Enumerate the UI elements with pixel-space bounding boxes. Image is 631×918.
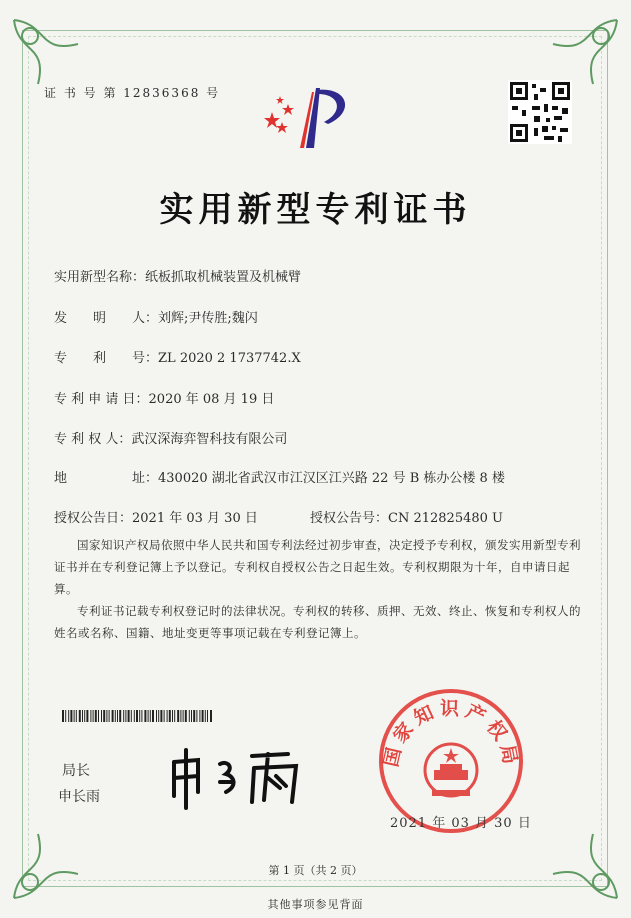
filing-date-value: 2020 年 08 月 19 日 [148,392,275,407]
utility-name-label: 实用新型名称： [54,270,146,285]
seal-date: 2021 年 03 月 30 日 [390,816,532,831]
legal-paragraph-2: 专利证书记载专利权登记时的法律状况。专利权的转移、质押、无效、终止、恢复和专利权人的姓名或名称、国籍、地址变更等事项记载在专利登记簿上。 [54,604,581,640]
director-signature [168,742,318,812]
address-row [54,467,505,486]
page-indicator: 第 1 页（共 2 页） [268,864,363,877]
address-label: 地 址： [54,471,159,486]
svg-text:国家知识产权局 [380,697,522,771]
patentee-row [54,428,287,447]
grant-date-label: 授权公告日： [54,511,133,526]
footer-note: 其他事项参见背面 [267,898,364,911]
grant-date-value: 2021 年 03 月 30 日 [132,511,258,526]
patentee-value: 武汉深海弈智科技有限公司 [131,432,288,447]
bureau-title: 局长 [62,763,90,779]
director-name: 申长雨 [58,789,100,805]
patent-number-row [54,347,301,366]
certificate-title: 实用新型专利证书 [159,190,472,230]
inventor-label: 发 明 人： [54,311,159,326]
seal-text: 国家知识产权局 [380,697,523,771]
filing-date-label: 专 利 申 请 日： [54,392,149,407]
patent-number-value: ZL 2020 2 1737742.X [158,351,301,366]
utility-name-row [54,266,301,285]
legal-paragraph-1: 国家知识产权局依照中华人民共和国专利法经过初步审查，决定授予专利权，颁发实用新型专利证书并在专利登记簿上予以登记。专利权自授权公告之日起生效。专利权期限为十年，自申请日起算。 [54,538,581,596]
inventor-row [54,307,258,326]
grant-number-label: 授权公告号： [310,511,389,526]
grant-number-row [310,507,503,526]
certificate-number: 证 书 号 第 12836368 号 [44,86,221,100]
grant-date-row [54,507,258,526]
patentee-label: 专 利 权 人： [54,432,132,447]
grant-number-value: CN 212825480 U [388,511,503,526]
cnipa-logo-icon [258,82,360,152]
patent-number-label: 专 利 号： [54,351,159,366]
utility-name-value: 纸板抓取机械装置及机械臂 [145,270,302,285]
qr-code-icon [508,80,572,144]
national-emblem-icon [425,744,477,796]
inventor-value: 刘辉;尹传胜;魏闪 [158,311,258,326]
corner-ornament-bottom-left [8,812,100,904]
barcode-icon [62,710,214,722]
address-value: 430020 湖北省武汉市江汉区江兴路 22 号 B 栋办公楼 8 楼 [158,471,505,486]
corner-ornament-bottom-right [531,812,623,904]
filing-date-row [54,388,274,407]
